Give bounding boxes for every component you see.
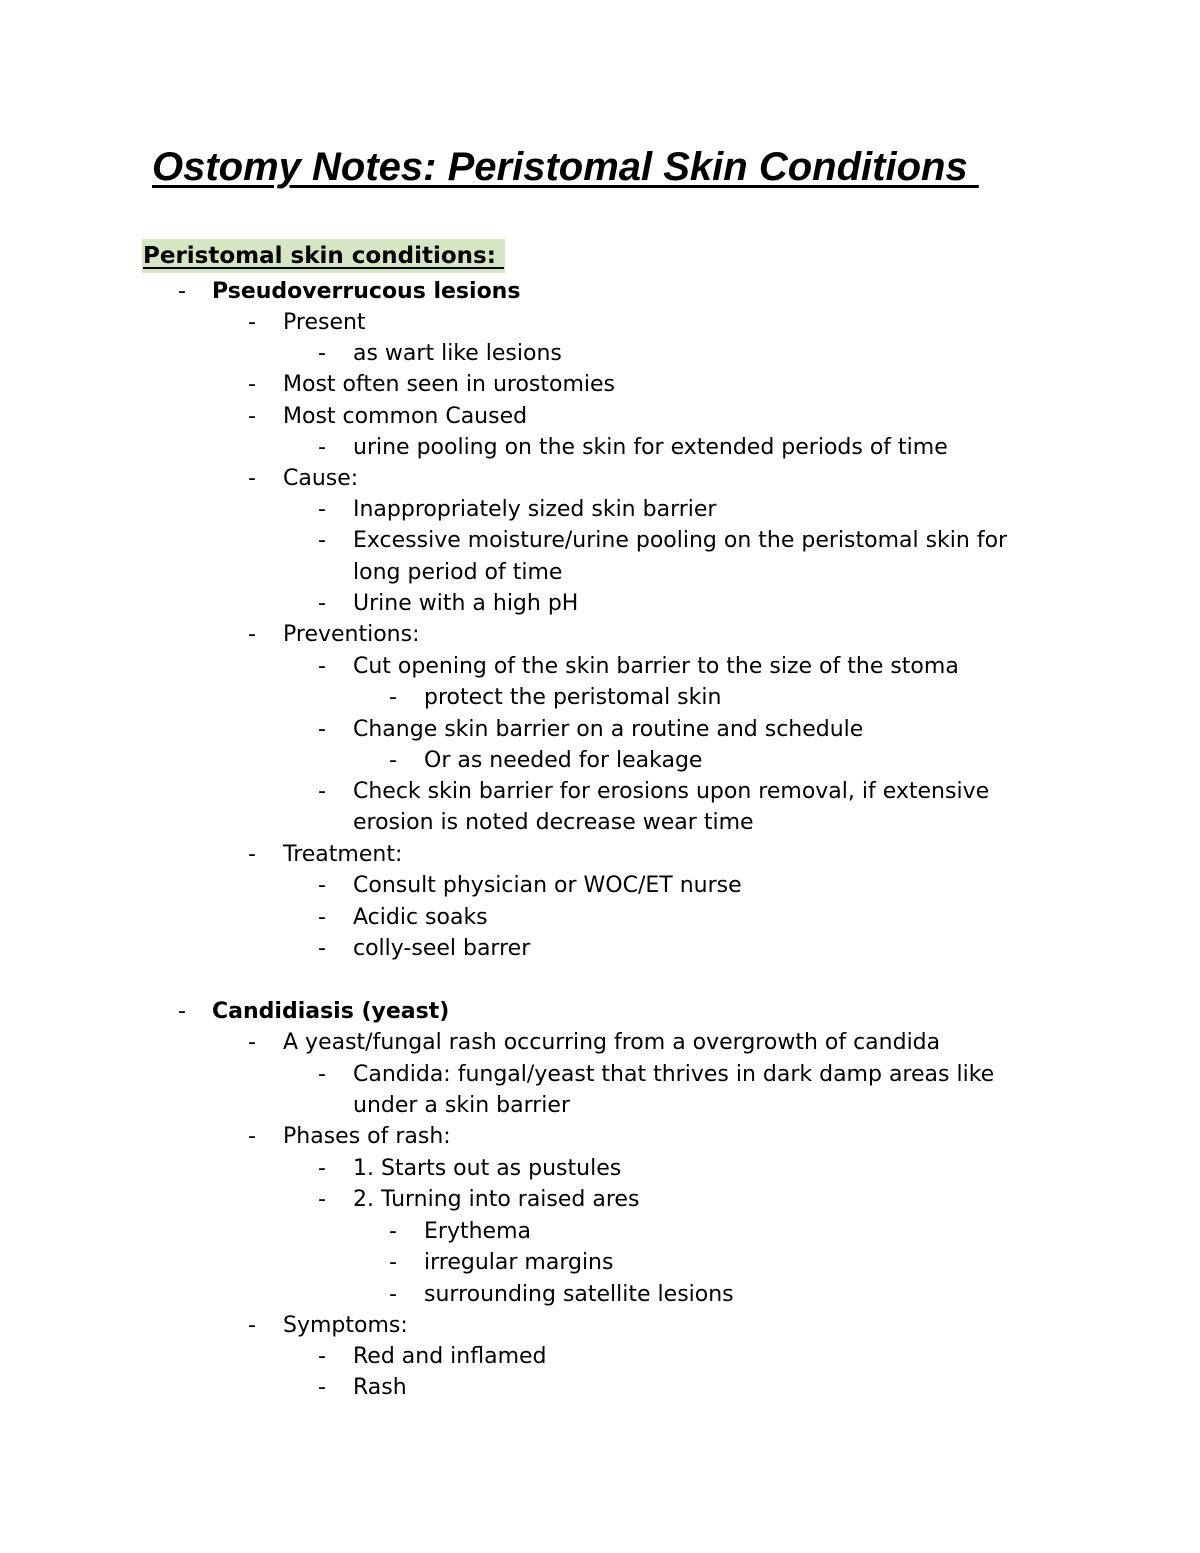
list-item-text: Treatment:	[283, 842, 403, 867]
bullet-dash: -	[318, 654, 326, 679]
bullet-dash: -	[248, 1313, 256, 1338]
list-item	[0, 1027, 1200, 1058]
list-item-text: Most common Caused	[283, 404, 528, 429]
list-item-text: Urine with a high pH	[353, 591, 579, 616]
list-item	[0, 432, 1200, 463]
bullet-dash: -	[389, 748, 397, 773]
bullet-dash: -	[248, 622, 256, 647]
list-item	[0, 619, 1200, 650]
list-item	[0, 1341, 1200, 1372]
list-item	[0, 307, 1200, 338]
list-item-text: Preventions:	[283, 622, 420, 647]
list-item-text: Pseudoverrucous lesions	[212, 279, 521, 304]
list-item-text: Rash	[353, 1375, 407, 1400]
bullet-dash: -	[318, 905, 326, 930]
bullet-dash: -	[178, 279, 186, 304]
bullet-dash: -	[389, 1219, 397, 1244]
list-item-text: Inappropriately sized skin barrier	[353, 497, 717, 522]
list-item	[0, 588, 1200, 619]
list-item	[0, 1372, 1200, 1403]
list-item-text: irregular margins	[424, 1250, 614, 1275]
list-item-text: Most often seen in urostomies	[283, 372, 616, 397]
bullet-dash: -	[389, 685, 397, 710]
list-item-text: Symptoms:	[283, 1313, 408, 1338]
bullet-dash: -	[318, 1375, 326, 1400]
list-item	[0, 463, 1200, 494]
list-item-text: Cause:	[283, 466, 359, 491]
section-heading: Peristomal skin conditions:	[142, 239, 505, 273]
bullet-dash: -	[318, 1187, 326, 1212]
bullet-dash: -	[248, 404, 256, 429]
list-item	[0, 1279, 1200, 1310]
list-item	[0, 745, 1200, 776]
list-item-text: Or as needed for leakage	[424, 748, 703, 773]
list-item-text: 1. Starts out as pustules	[353, 1156, 622, 1181]
list-item-text: A yeast/fungal rash occurring from a overgrowth of candida	[283, 1030, 941, 1055]
bullet-dash: -	[318, 435, 326, 460]
bullet-dash: -	[318, 936, 326, 961]
list-item-text: erosion is noted decrease wear time	[353, 810, 754, 835]
bullet-dash: -	[248, 466, 256, 491]
list-item	[0, 338, 1200, 369]
list-item	[0, 369, 1200, 400]
bullet-dash: -	[248, 842, 256, 867]
list-item	[0, 1247, 1200, 1278]
list-item	[0, 401, 1200, 432]
list-item-text: Candida: fungal/yeast that thrives in dark damp areas like	[353, 1062, 995, 1087]
list-item-text: colly-seel barrer	[353, 936, 531, 961]
bullet-dash: -	[248, 1124, 256, 1149]
bullet-dash: -	[318, 873, 326, 898]
list-item	[0, 1090, 1200, 1121]
list-item-text: as wart like lesions	[353, 341, 562, 366]
list-item	[0, 651, 1200, 682]
bullet-dash: -	[248, 310, 256, 335]
list-item	[0, 557, 1200, 588]
list-item	[0, 1121, 1200, 1152]
bullet-dash: -	[318, 1156, 326, 1181]
list-item-text: protect the peristomal skin	[424, 685, 722, 710]
bullet-dash: -	[318, 528, 326, 553]
bullet-dash: -	[318, 591, 326, 616]
list-item-text: Phases of rash:	[283, 1124, 451, 1149]
page-title: Ostomy Notes: Peristomal Skin Conditions	[152, 145, 979, 189]
list-item	[0, 996, 1200, 1027]
bullet-dash: -	[389, 1250, 397, 1275]
list-item-text: Red and inflamed	[353, 1344, 547, 1369]
list-item-text: long period of time	[353, 560, 563, 585]
list-item	[0, 1184, 1200, 1215]
list-item	[0, 714, 1200, 745]
list-item-text: 2. Turning into raised ares	[353, 1187, 640, 1212]
list-item-text: surrounding satellite lesions	[424, 1282, 734, 1307]
list-item	[0, 776, 1200, 807]
bullet-dash: -	[248, 372, 256, 397]
bullet-dash: -	[318, 717, 326, 742]
list-item-text: Consult physician or WOC/ET nurse	[353, 873, 742, 898]
list-item	[0, 276, 1200, 307]
list-item	[0, 902, 1200, 933]
bullet-dash: -	[318, 779, 326, 804]
list-item	[0, 870, 1200, 901]
list-item	[0, 1059, 1200, 1090]
list-item	[0, 1153, 1200, 1184]
list-item	[0, 1216, 1200, 1247]
list-item	[0, 807, 1200, 838]
list-item-text: under a skin barrier	[353, 1093, 570, 1118]
list-item-text: Excessive moisture/urine pooling on the peristomal skin for	[353, 528, 1008, 553]
list-item-text: Change skin barrier on a routine and schedule	[353, 717, 864, 742]
list-item	[0, 933, 1200, 964]
list-item-text: Present	[283, 310, 366, 335]
list-item-text: urine pooling on the skin for extended periods of time	[353, 435, 948, 460]
bullet-dash: -	[389, 1282, 397, 1307]
list-item	[0, 494, 1200, 525]
bullet-dash: -	[178, 999, 186, 1024]
list-item-text: Check skin barrier for erosions upon removal, if extensive	[353, 779, 990, 804]
list-item-text: Erythema	[424, 1219, 531, 1244]
bullet-dash: -	[318, 1062, 326, 1087]
bullet-dash: -	[248, 1030, 256, 1055]
bullet-dash: -	[318, 497, 326, 522]
list-item	[0, 525, 1200, 556]
list-item	[0, 682, 1200, 713]
list-item-text: Cut opening of the skin barrier to the size of the stoma	[353, 654, 959, 679]
list-item	[0, 1310, 1200, 1341]
list-item-text: Candidiasis (yeast)	[212, 999, 450, 1024]
list-item-text: Acidic soaks	[353, 905, 488, 930]
list-item	[0, 839, 1200, 870]
bullet-dash: -	[318, 1344, 326, 1369]
bullet-dash: -	[318, 341, 326, 366]
